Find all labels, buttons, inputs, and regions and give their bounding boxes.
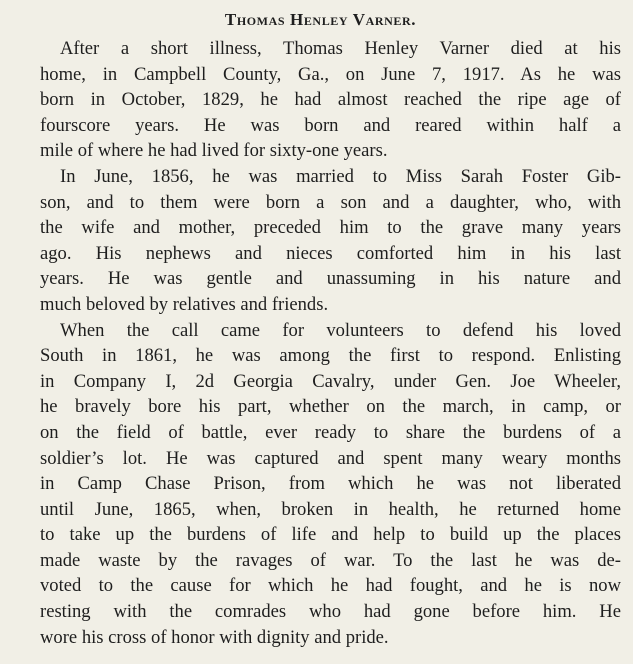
text-line: much beloved by relatives and friends.: [40, 293, 329, 315]
text-line: son, and to them were born a son and a daughter, who, with: [40, 191, 621, 213]
text-line: soldier’s lot. He was captured and spent many weary months: [40, 447, 621, 469]
text-line: resting with the comrades who had gone before him. He: [40, 601, 621, 623]
text-line: When the call came for volunteers to defend his loved: [60, 319, 621, 341]
text-line: voted to the cause for which he had fought, and he is now: [40, 575, 621, 597]
text-line: until June, 1865, when, broken in health, he returned home: [40, 498, 621, 520]
text-line: fourscore years. He was born and reared within half a: [40, 114, 621, 136]
text-line: born in October, 1829, he had almost reached the ripe age of: [40, 89, 621, 111]
paragraph-death: [20, 36, 621, 164]
text-line: on the field of battle, ever ready to share the burdens of a: [40, 421, 621, 443]
text-line: in Company I, 2d Georgia Cavalry, under Gen. Joe Wheeler,: [40, 370, 621, 392]
paragraph-service: [20, 318, 621, 651]
text-line: made waste by the ravages of war. To the last he was de-: [40, 549, 621, 571]
text-line: ago. His nephews and nieces comforted him in his last: [40, 242, 621, 264]
paragraph-family: [20, 164, 621, 318]
text-line: After a short illness, Thomas Henley Varner died at his: [60, 38, 621, 59]
article-title: Thomas Henley Varner.: [224, 10, 417, 29]
text-line: wore his cross of honor with dignity and pride.: [40, 626, 389, 648]
text-line: South in 1861, he was among the first to respond. Enlisting: [40, 345, 621, 367]
text-line: to take up the burdens of life and help to build up the places: [40, 524, 621, 546]
text-line: mile of where he had lived for sixty-one years.: [40, 140, 388, 162]
text-line: in Camp Chase Prison, from which he was not liberated: [40, 473, 621, 495]
text-line: he bravely bore his part, whether on the march, in camp, or: [40, 396, 621, 418]
text-line: In June, 1856, he was married to Miss Sarah Foster Gib-: [60, 165, 621, 187]
text-line: the wife and mother, preceded him to the grave many years: [40, 217, 621, 239]
text-line: home, in Campbell County, Ga., on June 7, 1917. As he was: [40, 63, 621, 85]
text-line: years. He was gentle and unassuming in his nature and: [40, 268, 621, 290]
